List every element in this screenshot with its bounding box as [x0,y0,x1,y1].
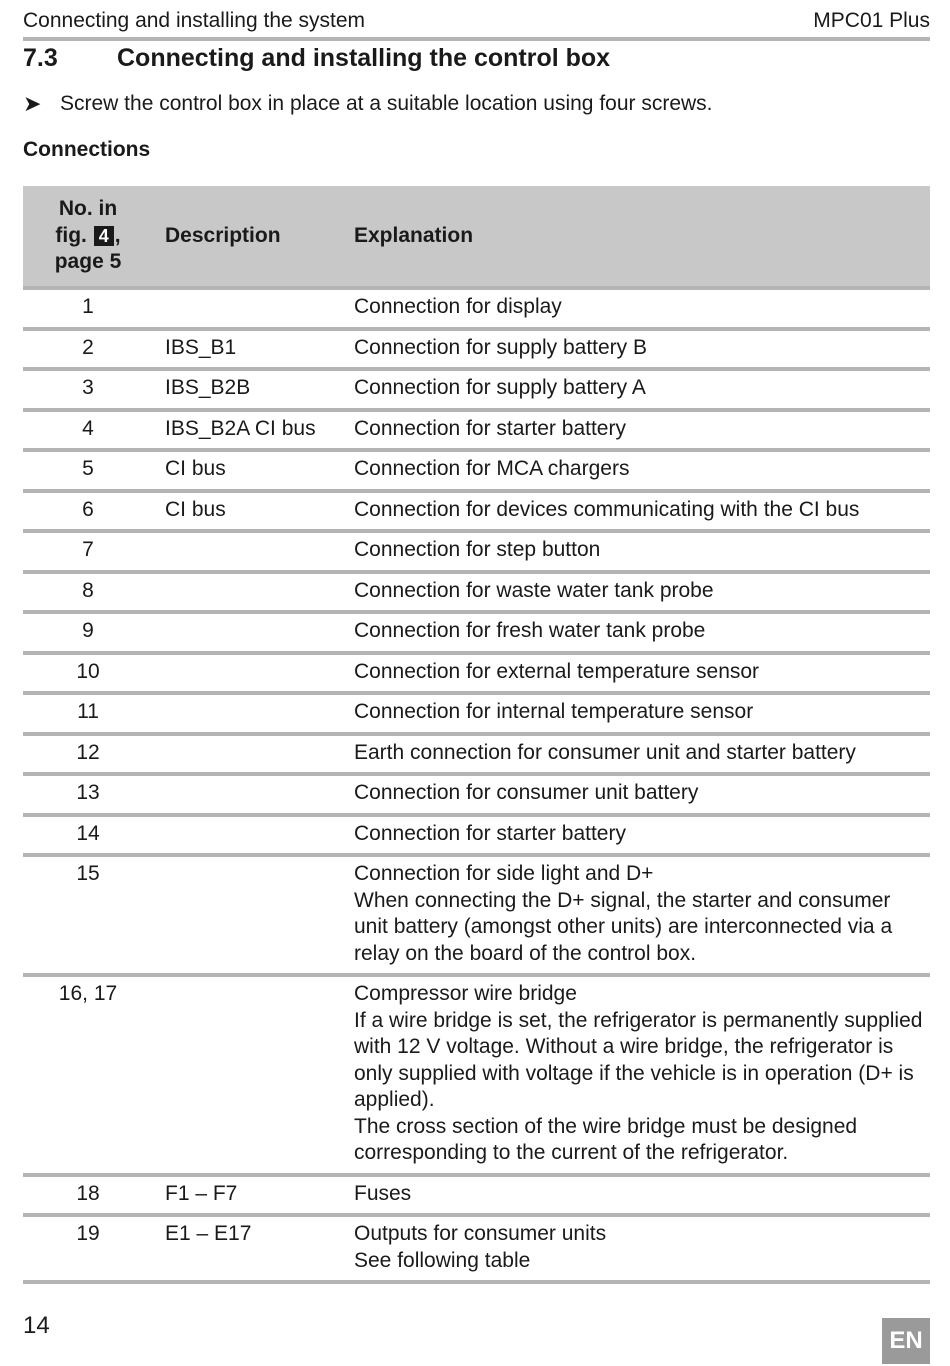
cell-description: CI bus [153,450,342,491]
cell-number: 19 [23,1215,153,1282]
cell-explanation [342,410,930,451]
explanation-line: When connecting the D+ signal, the starter and consumer unit battery (amongst other units) are interconnected via a relay on the board of the control box. [354,888,893,965]
table-row [23,693,930,734]
cell-description [153,693,342,734]
page-number: 14 [23,1312,50,1339]
cell-description [153,612,342,653]
cell-explanation [342,329,930,370]
instruction-step [23,88,713,120]
cell-description: F1 – F7 [153,1175,342,1216]
cell-number: 7 [23,531,153,572]
header-chapter-title: Connecting and installing the system [23,9,366,32]
column-header-number [23,186,153,288]
cell-description: E1 – E17 [153,1215,342,1282]
cell-explanation [342,531,930,572]
figure-reference-badge: 4 [94,226,114,246]
explanation-line: Connection for starter battery [354,821,626,845]
cell-explanation [342,572,930,613]
cell-number: 5 [23,450,153,491]
cell-number: 9 [23,612,153,653]
cell-description [153,288,342,329]
page-header [23,6,930,36]
cell-number: 1 [23,288,153,329]
table-row [23,1175,930,1216]
explanation-line: Compressor wire bridge [354,982,577,1005]
cell-explanation [342,369,930,410]
instruction-text: Screw the control box in place at a suitable location using four screws. [60,92,713,115]
cell-explanation [342,975,930,1175]
table-row [23,329,930,370]
cell-explanation [342,1215,930,1282]
cell-explanation [342,653,930,694]
explanation-line: See following table [354,1248,531,1272]
cell-number: 6 [23,491,153,532]
cell-description [153,572,342,613]
cell-description [153,653,342,694]
explanation-line: Connection for consumer unit battery [354,781,699,804]
cell-description [153,815,342,856]
explanation-line: Connection for external temperature sensor [354,659,760,683]
section-heading [23,42,610,74]
column-header-number-line1: No. in [58,197,118,221]
table-row [23,1215,930,1282]
explanation-line: Earth connection for consumer unit and starter battery [354,740,856,764]
explanation-line: Connection for side light and D+ [354,862,654,885]
table-row [23,288,930,329]
explanation-line: Connection for fresh water tank probe [354,619,706,642]
language-badge: EN [882,1318,930,1364]
table-header [23,186,930,288]
cell-explanation [342,774,930,815]
cell-number: 10 [23,653,153,694]
cell-number: 8 [23,572,153,613]
cell-number: 12 [23,734,153,775]
cell-number: 16, 17 [23,975,153,1175]
cell-description [153,774,342,815]
explanation-line: Connection for devices communicating with the CI bus [354,497,860,521]
section-title: Connecting and installing the control box [117,43,611,72]
explanation-line: Connection for supply battery A [354,376,646,399]
explanation-line: Connection for internal temperature sensor [354,700,754,723]
cell-number: 2 [23,329,153,370]
explanation-line: Outputs for consumer units [354,1222,607,1245]
table-row [23,491,930,532]
table-row [23,975,930,1175]
cell-explanation [342,450,930,491]
explanation-line: Connection for supply battery B [354,335,647,359]
cell-explanation [342,855,930,975]
explanation-line: Connection for waste water tank probe [354,578,714,602]
cell-explanation [342,288,930,329]
cell-number: 13 [23,774,153,815]
cell-explanation [342,734,930,775]
header-divider [23,37,930,41]
cell-description: CI bus [153,491,342,532]
cell-explanation [342,1175,930,1216]
table-header-row [23,186,930,288]
table-row [23,774,930,815]
arrow-right-icon: ➤ [23,91,42,116]
cell-description [153,531,342,572]
table-row [23,450,930,491]
table-body [23,288,930,1282]
table-row [23,612,930,653]
cell-explanation [342,612,930,653]
cell-number: 4 [23,410,153,451]
table-row [23,734,930,775]
column-header-number-fig: fig. [55,223,87,247]
header-product-name: MPC01 Plus [813,9,930,32]
cell-description: IBS_B2B [153,369,342,410]
cell-description [153,975,342,1175]
cell-number: 15 [23,855,153,975]
connections-table [23,186,930,1284]
table-row [23,855,930,975]
cell-explanation [342,693,930,734]
explanation-line: Fuses [354,1181,412,1205]
cell-number: 14 [23,815,153,856]
cell-description [153,855,342,975]
connections-heading: Connections [23,138,151,161]
explanation-line: Connection for starter battery [354,416,626,440]
column-header-explanation: Explanation [342,186,930,288]
explanation-line: If a wire bridge is set, the refrigerator is permanently supplied with 12 V voltage. Without a wire bridge, the refrigerator is only supplied with voltage if the vehicle is in operation (D+ is applied). [354,1008,923,1111]
explanation-line: The cross section of the wire bridge must be designed corresponding to the current of the refrigerator. [354,1114,858,1164]
cell-description: IBS_B2A CI bus [153,410,342,451]
table-row [23,531,930,572]
table-row [23,815,930,856]
cell-number: 11 [23,693,153,734]
cell-number: 18 [23,1175,153,1216]
cell-number: 3 [23,369,153,410]
table-row [23,369,930,410]
table-row [23,653,930,694]
cell-explanation [342,491,930,532]
table-row [23,572,930,613]
table-row [23,410,930,451]
cell-description [153,734,342,775]
section-number: 7.3 [23,43,58,72]
column-header-number-line3: page 5 [54,250,122,274]
cell-explanation [342,815,930,856]
explanation-line: Connection for display [354,295,562,318]
column-header-number-comma: , [114,223,121,247]
column-header-description: Description [153,186,342,288]
explanation-line: Connection for MCA chargers [354,457,630,480]
cell-description: IBS_B1 [153,329,342,370]
explanation-line: Connection for step button [354,538,601,561]
